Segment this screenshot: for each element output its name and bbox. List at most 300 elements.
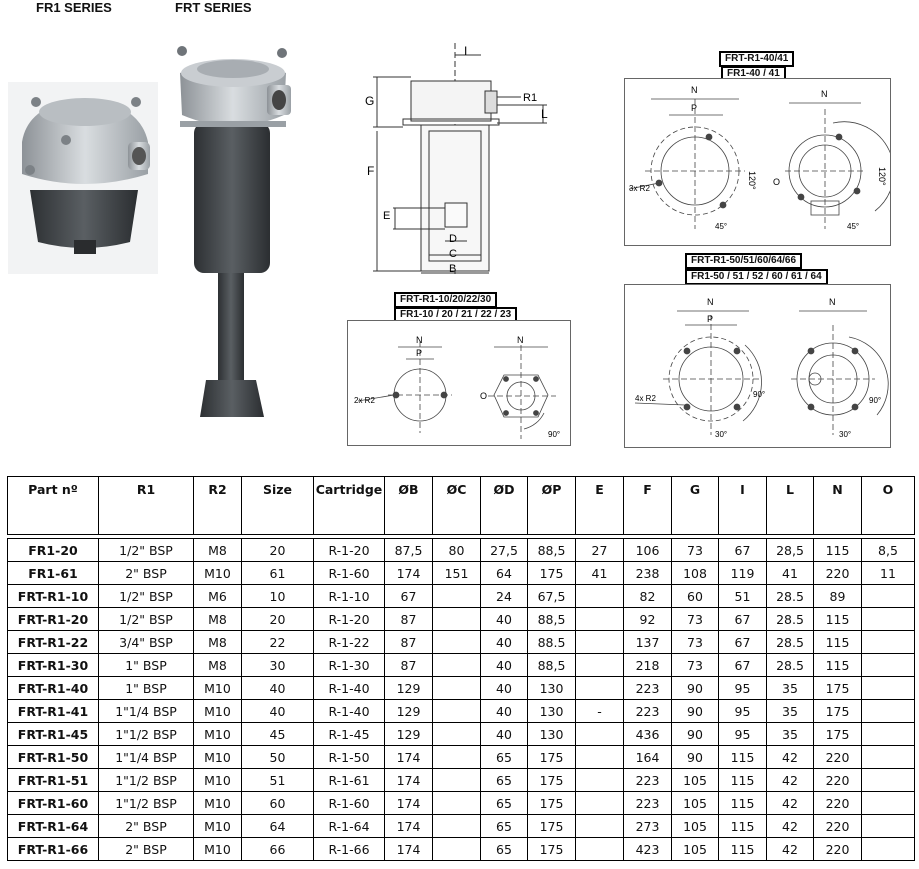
table-cell: 1/2" BSP <box>99 539 194 562</box>
table-cell: 137 <box>624 631 672 654</box>
part-number-cell: FRT-R1-30 <box>8 654 99 677</box>
table-cell: 1"1/2 BSP <box>99 723 194 746</box>
table-cell: R-1-22 <box>314 631 385 654</box>
table-cell: 223 <box>624 700 672 723</box>
table-cell: 67,5 <box>528 585 576 608</box>
table-cell: 1/2" BSP <box>99 585 194 608</box>
table-cell: R-1-20 <box>314 539 385 562</box>
flange-panel-10-30 <box>347 320 571 446</box>
table-cell: 90 <box>672 723 719 746</box>
table-cell <box>433 654 481 677</box>
table-cell: 40 <box>481 677 528 700</box>
flange-label-n-10: N <box>416 335 423 345</box>
table-cell: 105 <box>672 792 719 815</box>
table-cell <box>862 769 915 792</box>
table-cell: 35 <box>767 677 814 700</box>
table-cell: 115 <box>719 838 767 861</box>
table-cell: 30 <box>242 654 314 677</box>
part-number-cell: FRT-R1-20 <box>8 608 99 631</box>
table-cell: 65 <box>481 792 528 815</box>
table-cell: 220 <box>814 838 862 861</box>
part-number-cell: FR1-61 <box>8 562 99 585</box>
table-header-cell: G <box>672 477 719 535</box>
table-cell <box>433 677 481 700</box>
table-cell: 174 <box>385 769 433 792</box>
frt-filter-photo <box>172 45 298 425</box>
flange-label-2xr2: 2x R2 <box>354 396 375 405</box>
table-cell: 115 <box>814 608 862 631</box>
table-header-cell: N <box>814 477 862 535</box>
table-cell <box>862 677 915 700</box>
table-cell <box>862 631 915 654</box>
table-cell <box>862 746 915 769</box>
table-cell: 35 <box>767 723 814 746</box>
table-header-cell: F <box>624 477 672 535</box>
table-cell: 175 <box>528 769 576 792</box>
table-header-cell: Size <box>242 477 314 535</box>
dim-label-i: I <box>464 44 468 58</box>
table-row <box>8 700 915 723</box>
flange-label-n-50-right: N <box>829 297 836 307</box>
table-cell: 115 <box>814 631 862 654</box>
table-cell: 151 <box>433 562 481 585</box>
flange-label-120-left: 120° <box>747 171 757 190</box>
flange-label-120-right: 120° <box>877 167 887 186</box>
table-cell: 64 <box>481 562 528 585</box>
table-cell: 220 <box>814 769 862 792</box>
table-cell <box>862 792 915 815</box>
label-frt-r1-40-41: FRT-R1-40/41 <box>719 51 794 67</box>
table-cell: 88,5 <box>528 539 576 562</box>
table-cell: R-1-20 <box>314 608 385 631</box>
table-cell: M10 <box>194 677 242 700</box>
label-fr1-50-64: FR1-50 / 51 / 52 / 60 / 61 / 64 <box>685 269 828 285</box>
table-cell: 67 <box>719 654 767 677</box>
table-cell: 129 <box>385 677 433 700</box>
table-cell <box>576 792 624 815</box>
table-cell <box>576 723 624 746</box>
table-cell: 238 <box>624 562 672 585</box>
table-cell: 45 <box>242 723 314 746</box>
table-cell <box>433 815 481 838</box>
table-cell: 87 <box>385 631 433 654</box>
flange-label-45-right: 45° <box>847 222 860 231</box>
table-cell: 51 <box>719 585 767 608</box>
table-cell: M8 <box>194 539 242 562</box>
table-cell: 61 <box>242 562 314 585</box>
table-cell: 115 <box>814 539 862 562</box>
table-cell: 92 <box>624 608 672 631</box>
table-cell: 80 <box>433 539 481 562</box>
table-cell: 90 <box>672 700 719 723</box>
table-cell: M10 <box>194 792 242 815</box>
spec-table <box>7 476 915 861</box>
table-row <box>8 585 915 608</box>
table-cell <box>433 769 481 792</box>
table-cell: 164 <box>624 746 672 769</box>
part-number-cell: FRT-R1-40 <box>8 677 99 700</box>
table-row <box>8 838 915 861</box>
flange-label-90-left: 90° <box>753 390 766 399</box>
table-cell: 40 <box>242 700 314 723</box>
table-cell <box>576 585 624 608</box>
table-cell: 10 <box>242 585 314 608</box>
table-header-cell: R2 <box>194 477 242 535</box>
table-cell: 51 <box>242 769 314 792</box>
table-cell: 174 <box>385 562 433 585</box>
flange-label-p-10: P <box>416 348 423 358</box>
table-cell: 89 <box>814 585 862 608</box>
flange-label-n-50: N <box>707 297 714 307</box>
table-cell: 90 <box>672 746 719 769</box>
table-cell: - <box>576 700 624 723</box>
table-cell: 42 <box>767 746 814 769</box>
table-cell: 2" BSP <box>99 815 194 838</box>
table-cell <box>433 631 481 654</box>
table-cell: 88.5 <box>528 631 576 654</box>
part-number-cell: FRT-R1-45 <box>8 723 99 746</box>
fr1-filter-photo <box>8 82 158 274</box>
frt-section-drawing <box>363 43 553 278</box>
table-cell: M10 <box>194 769 242 792</box>
table-cell: 95 <box>719 723 767 746</box>
table-cell: 20 <box>242 608 314 631</box>
table-cell: R-1-45 <box>314 723 385 746</box>
label-frt-r1-10-30: FRT-R1-10/20/22/30 <box>394 292 497 308</box>
table-cell <box>862 723 915 746</box>
table-cell: 65 <box>481 838 528 861</box>
dim-label-f: F <box>367 164 375 178</box>
table-cell: 35 <box>767 700 814 723</box>
table-cell: 65 <box>481 815 528 838</box>
table-cell: 175 <box>528 838 576 861</box>
flange-label-p: P <box>691 103 698 113</box>
table-header-row <box>8 477 915 535</box>
table-cell: 130 <box>528 677 576 700</box>
table-cell <box>433 792 481 815</box>
table-cell: 41 <box>767 562 814 585</box>
part-number-cell: FRT-R1-10 <box>8 585 99 608</box>
table-cell: 64 <box>242 815 314 838</box>
table-cell <box>862 608 915 631</box>
flange-label-n-10-right: N <box>517 335 524 345</box>
table-cell: 115 <box>814 654 862 677</box>
table-header-cell: E <box>576 477 624 535</box>
label-frt-r1-50-66: FRT-R1-50/51/60/64/66 <box>685 253 802 269</box>
table-row <box>8 654 915 677</box>
table-cell <box>433 608 481 631</box>
table-cell <box>576 631 624 654</box>
table-cell: 67 <box>719 608 767 631</box>
table-cell: 105 <box>672 815 719 838</box>
table-cell: 223 <box>624 792 672 815</box>
table-cell: 27,5 <box>481 539 528 562</box>
table-cell: 1"1/2 BSP <box>99 792 194 815</box>
part-number-cell: FRT-R1-41 <box>8 700 99 723</box>
fr1-series-title: FR1 SERIES <box>36 0 112 15</box>
table-cell <box>576 838 624 861</box>
table-cell: 220 <box>814 815 862 838</box>
table-cell: 82 <box>624 585 672 608</box>
table-cell: 11 <box>862 562 915 585</box>
table-cell: 3/4" BSP <box>99 631 194 654</box>
table-cell: 175 <box>814 700 862 723</box>
table-header-cell: ØB <box>385 477 433 535</box>
flange-label-n: N <box>691 85 698 95</box>
table-cell: 28.5 <box>767 654 814 677</box>
table-cell: 28,5 <box>767 539 814 562</box>
table-cell <box>433 838 481 861</box>
table-cell: M10 <box>194 723 242 746</box>
table-cell: 220 <box>814 792 862 815</box>
table-cell: 175 <box>528 562 576 585</box>
table-cell: 2" BSP <box>99 838 194 861</box>
table-cell: 40 <box>481 608 528 631</box>
table-cell: 175 <box>814 677 862 700</box>
table-cell: 40 <box>242 677 314 700</box>
table-cell: 20 <box>242 539 314 562</box>
table-cell: 1" BSP <box>99 677 194 700</box>
dim-label-l: L <box>541 107 548 121</box>
table-cell: 28.5 <box>767 608 814 631</box>
table-row <box>8 677 915 700</box>
table-cell: 1"1/4 BSP <box>99 700 194 723</box>
table-cell: M10 <box>194 700 242 723</box>
part-number-cell: FR1-20 <box>8 539 99 562</box>
table-cell: 73 <box>672 539 719 562</box>
table-cell: 1" BSP <box>99 654 194 677</box>
table-header-cell: L <box>767 477 814 535</box>
flange-label-45-left: 45° <box>715 222 728 231</box>
table-cell: R-1-60 <box>314 562 385 585</box>
table-cell: 174 <box>385 815 433 838</box>
table-cell: 73 <box>672 631 719 654</box>
table-cell: 40 <box>481 631 528 654</box>
table-cell: 28.5 <box>767 631 814 654</box>
table-cell: 223 <box>624 769 672 792</box>
table-header-cell: Part nº <box>8 477 99 535</box>
table-cell: 40 <box>481 654 528 677</box>
table-cell: 65 <box>481 769 528 792</box>
dim-label-r1: R1 <box>523 92 538 104</box>
table-cell: 60 <box>672 585 719 608</box>
table-cell: 50 <box>242 746 314 769</box>
table-cell: 41 <box>576 562 624 585</box>
table-cell: 67 <box>719 539 767 562</box>
table-cell: 27 <box>576 539 624 562</box>
table-cell: 130 <box>528 723 576 746</box>
table-cell: 115 <box>719 815 767 838</box>
table-cell <box>576 654 624 677</box>
table-cell: M6 <box>194 585 242 608</box>
table-cell: 1"1/2 BSP <box>99 769 194 792</box>
table-cell <box>576 608 624 631</box>
flange-label-4xr2: 4x R2 <box>635 394 656 403</box>
table-cell: R-1-40 <box>314 677 385 700</box>
part-number-cell: FRT-R1-51 <box>8 769 99 792</box>
flange-label-o: O <box>773 177 781 187</box>
table-cell: 223 <box>624 677 672 700</box>
table-cell: 105 <box>672 769 719 792</box>
table-cell: 95 <box>719 677 767 700</box>
table-cell: 108 <box>672 562 719 585</box>
table-cell <box>433 585 481 608</box>
table-cell: 88,5 <box>528 654 576 677</box>
table-cell: 67 <box>385 585 433 608</box>
table-cell: 130 <box>528 700 576 723</box>
table-cell: 73 <box>672 654 719 677</box>
table-cell <box>862 838 915 861</box>
table-cell: R-1-66 <box>314 838 385 861</box>
table-row <box>8 539 915 562</box>
table-header-cell: O <box>862 477 915 535</box>
table-cell <box>576 769 624 792</box>
table-cell: M10 <box>194 838 242 861</box>
table-cell: 423 <box>624 838 672 861</box>
table-cell: 95 <box>719 700 767 723</box>
table-cell <box>862 585 915 608</box>
table-cell: 67 <box>719 631 767 654</box>
table-cell: 90 <box>672 677 719 700</box>
table-cell: 115 <box>719 769 767 792</box>
table-cell: 105 <box>672 838 719 861</box>
table-cell: 8,5 <box>862 539 915 562</box>
table-cell: M8 <box>194 654 242 677</box>
table-cell: 42 <box>767 815 814 838</box>
table-cell <box>433 746 481 769</box>
table-cell: R-1-10 <box>314 585 385 608</box>
table-header-cell: I <box>719 477 767 535</box>
table-cell: 40 <box>481 723 528 746</box>
dim-label-d: D <box>449 233 457 245</box>
table-cell: 1"1/4 BSP <box>99 746 194 769</box>
table-cell: R-1-60 <box>314 792 385 815</box>
table-row <box>8 815 915 838</box>
table-cell: 42 <box>767 769 814 792</box>
table-cell: 174 <box>385 792 433 815</box>
table-cell: 115 <box>719 792 767 815</box>
table-cell <box>862 654 915 677</box>
table-row <box>8 562 915 585</box>
table-cell <box>576 677 624 700</box>
dim-label-g: G <box>365 94 375 108</box>
flange-label-30-right: 30° <box>839 430 852 439</box>
part-number-cell: FRT-R1-60 <box>8 792 99 815</box>
table-cell: 129 <box>385 700 433 723</box>
table-cell: R-1-40 <box>314 700 385 723</box>
table-cell: 129 <box>385 723 433 746</box>
flange-label-90-10: 90° <box>548 430 561 439</box>
table-cell: 66 <box>242 838 314 861</box>
table-row <box>8 608 915 631</box>
flange-label-30-left: 30° <box>715 430 728 439</box>
table-cell: 40 <box>481 700 528 723</box>
table-cell <box>433 700 481 723</box>
part-number-cell: FRT-R1-50 <box>8 746 99 769</box>
table-cell: 436 <box>624 723 672 746</box>
table-cell: 174 <box>385 838 433 861</box>
table-cell: 87,5 <box>385 539 433 562</box>
table-cell: M8 <box>194 631 242 654</box>
table-cell <box>576 815 624 838</box>
table-row <box>8 631 915 654</box>
table-cell: 175 <box>814 723 862 746</box>
dim-label-b: B <box>449 263 457 275</box>
table-header-cell: ØD <box>481 477 528 535</box>
table-row <box>8 769 915 792</box>
part-number-cell: FRT-R1-64 <box>8 815 99 838</box>
table-cell: 106 <box>624 539 672 562</box>
table-cell: 220 <box>814 746 862 769</box>
table-row <box>8 792 915 815</box>
table-cell: R-1-64 <box>314 815 385 838</box>
table-header-cell: ØC <box>433 477 481 535</box>
frt-series-title: FRT SERIES <box>175 0 252 15</box>
table-cell: M10 <box>194 746 242 769</box>
table-cell: 22 <box>242 631 314 654</box>
table-cell: 175 <box>528 746 576 769</box>
table-cell: 273 <box>624 815 672 838</box>
table-cell: 42 <box>767 792 814 815</box>
table-cell: M10 <box>194 815 242 838</box>
table-cell: R-1-50 <box>314 746 385 769</box>
table-cell: 220 <box>814 562 862 585</box>
table-header-cell: R1 <box>99 477 194 535</box>
table-cell: M10 <box>194 562 242 585</box>
table-cell: 2" BSP <box>99 562 194 585</box>
table-cell: 87 <box>385 654 433 677</box>
table-cell: 174 <box>385 746 433 769</box>
table-cell <box>433 723 481 746</box>
table-cell: 175 <box>528 815 576 838</box>
table-cell: 65 <box>481 746 528 769</box>
part-number-cell: FRT-R1-66 <box>8 838 99 861</box>
table-cell: 28.5 <box>767 585 814 608</box>
table-cell: R-1-61 <box>314 769 385 792</box>
label-fr1-40-41: FR1-40 / 41 <box>721 66 786 82</box>
table-row <box>8 746 915 769</box>
label-fr1-10-23: FR1-10 / 20 / 21 / 22 / 23 <box>394 307 517 323</box>
table-cell: 1/2" BSP <box>99 608 194 631</box>
table-cell: R-1-30 <box>314 654 385 677</box>
table-cell: 60 <box>242 792 314 815</box>
table-cell: 175 <box>528 792 576 815</box>
table-cell: 87 <box>385 608 433 631</box>
table-cell <box>862 700 915 723</box>
table-cell: 24 <box>481 585 528 608</box>
table-cell: M8 <box>194 608 242 631</box>
part-number-cell: FRT-R1-22 <box>8 631 99 654</box>
table-cell: 119 <box>719 562 767 585</box>
flange-label-90-right: 90° <box>869 396 882 405</box>
dim-label-e: E <box>383 210 391 222</box>
table-cell: 42 <box>767 838 814 861</box>
table-header-cell: Cartridge <box>314 477 385 535</box>
flange-label-p-50: P <box>707 314 714 324</box>
table-cell: 115 <box>719 746 767 769</box>
flange-panel-40-41 <box>624 78 891 246</box>
flange-label-o-10: O <box>480 391 488 401</box>
table-cell <box>576 746 624 769</box>
table-header-cell: ØP <box>528 477 576 535</box>
dim-label-c: C <box>449 248 457 260</box>
table-cell <box>862 815 915 838</box>
flange-label-3xr2: 3x R2 <box>629 184 650 193</box>
table-cell: 218 <box>624 654 672 677</box>
table-row <box>8 723 915 746</box>
table-cell: 73 <box>672 608 719 631</box>
flange-label-n-right: N <box>821 89 828 99</box>
